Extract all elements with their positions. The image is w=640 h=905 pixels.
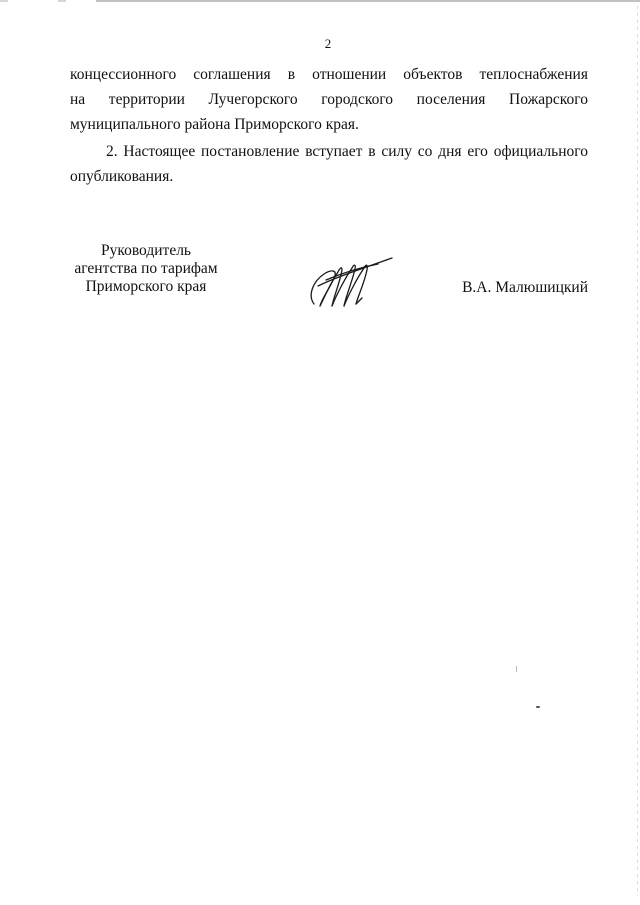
- signer-title-line: агентства по тарифам: [74, 260, 218, 277]
- signer-title-line: Руководитель: [100, 242, 192, 259]
- text-line: опубликования.: [70, 168, 174, 185]
- signer-title-line: Приморского края: [85, 278, 207, 295]
- page-number: 2: [324, 36, 332, 51]
- paragraph-continued: [70, 62, 588, 137]
- signer-title: [60, 242, 232, 296]
- scan-artifact: [536, 706, 540, 708]
- text-line: концессионного соглашения в отношении объектов теплоснабжения: [70, 66, 588, 83]
- text-line: 2. Настоящее постановление вступает в силу со дня его официального: [106, 143, 588, 160]
- handwritten-signature: [300, 252, 396, 312]
- paragraph-effective-date: [70, 139, 588, 189]
- signer-name: В.А. Малюшицкий: [462, 279, 588, 296]
- scan-right-edge: [637, 6, 638, 896]
- document-body: [70, 62, 588, 189]
- signature-block: [0, 242, 640, 312]
- scan-top-edge: [0, 0, 640, 2]
- text-line: муниципального района Приморского края.: [70, 116, 359, 133]
- text-line: на территории Лучегорского городского поселения Пожарского: [70, 91, 588, 108]
- scan-artifact: [516, 666, 517, 672]
